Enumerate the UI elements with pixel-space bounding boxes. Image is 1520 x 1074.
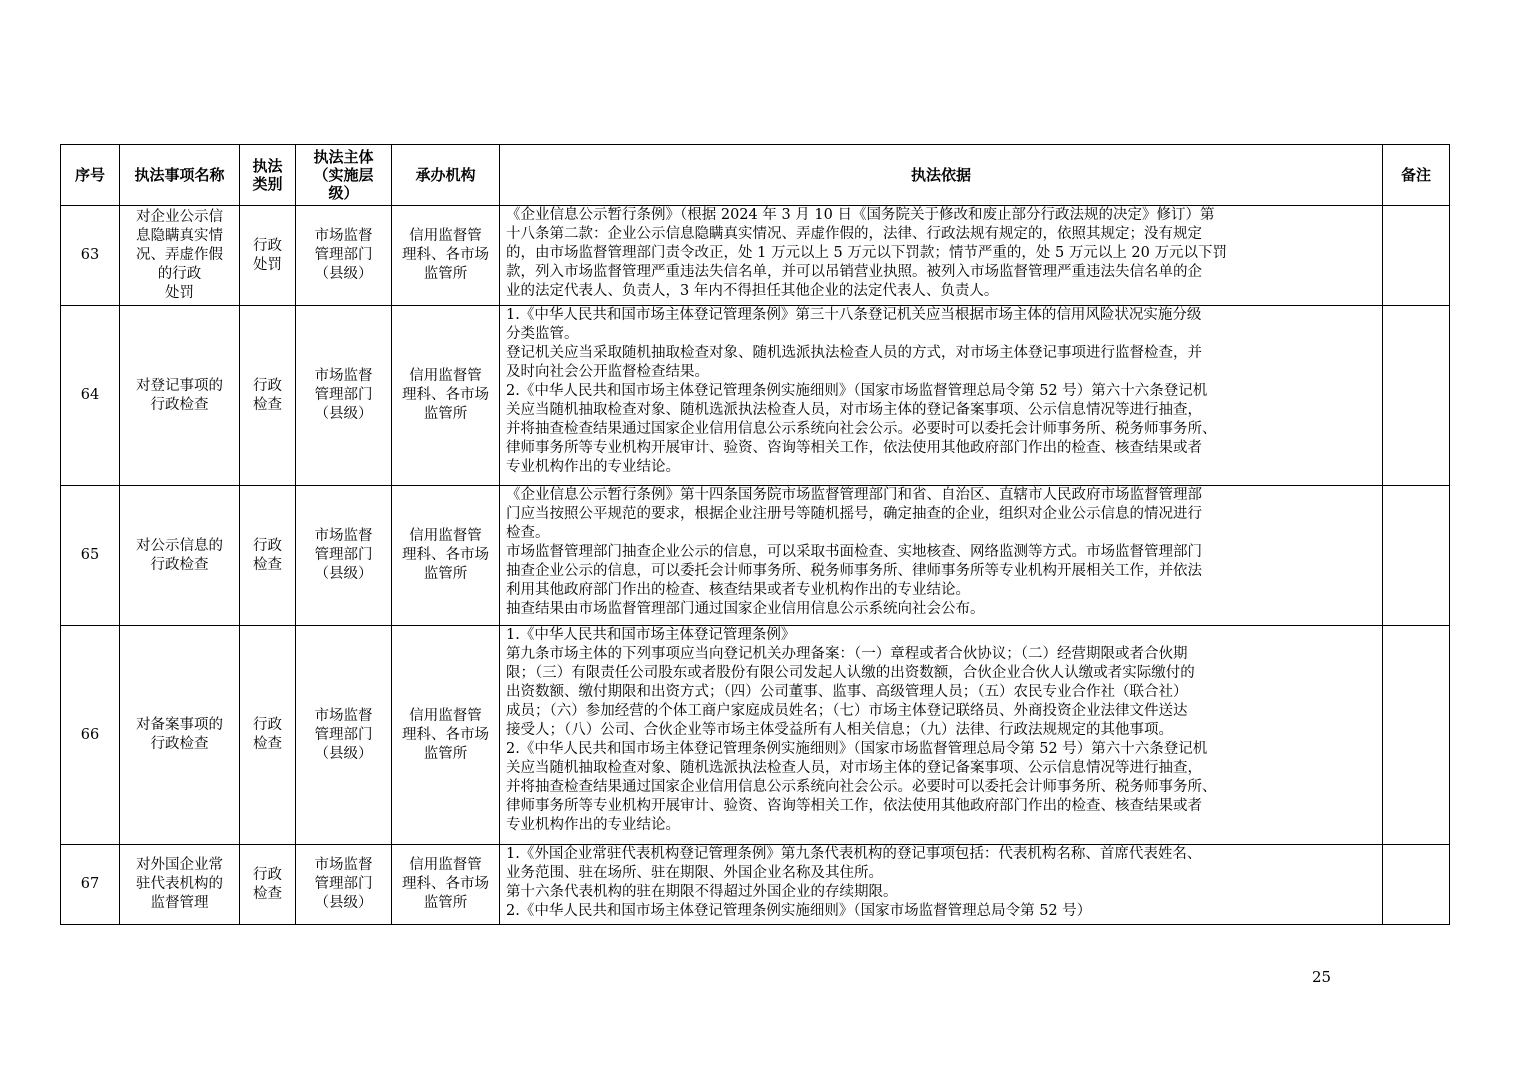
row-type-cell: 行政 检查 bbox=[240, 486, 296, 626]
row-seq-cell: 65 bbox=[61, 486, 120, 626]
row-subject-cell: 市场监督 管理部门 （县级） bbox=[296, 845, 392, 925]
row-item-cell: 对备案事项的 行政检查 bbox=[120, 626, 240, 845]
basis-line: 律师事务所等专业机构开展审计、验资、咨询等相关工作，依法使用其他政府部门作出的检查、核查结果或者 bbox=[506, 440, 1202, 456]
basis-line: 抽查结果由市场监督管理部门通过国家企业信用信息公示系统向社会公布。 bbox=[506, 601, 985, 617]
basis-line: 关应当随机抽取检查对象、随机选派执法检查人员，对市场主体的登记备案事项、公示信息情况等进行抽查， bbox=[506, 760, 1202, 776]
row-subject-cell: 市场监督 管理部门 （县级） bbox=[296, 306, 392, 486]
basis-line: 《企业信息公示暂行条例》（根据 2024 年 3 月 10 日《国务院关于修改和废止部分行政法规的决定》修订）第 bbox=[506, 207, 1215, 223]
basis-line: 第九条市场主体的下列事项应当向登记机关办理备案：（一）章程或者合伙协议；（二）经营期限或者合伙期 bbox=[506, 646, 1188, 662]
basis-line: 及时向社会公开监督检查结果。 bbox=[506, 364, 709, 380]
row-seq-cell: 66 bbox=[61, 626, 120, 845]
enforcement-table bbox=[60, 144, 1450, 925]
basis-line: 款，列入市场监督管理严重违法失信名单，并可以吊销营业执照。被列入市场监督管理严重违法失信名单的企 bbox=[506, 264, 1202, 280]
header-row bbox=[61, 145, 1450, 206]
header-basis: 执法依据 bbox=[500, 145, 1383, 206]
row-remark-cell bbox=[1383, 206, 1450, 306]
basis-line: 第十六条代表机构的驻在期限不得超过外国企业的存续期限。 bbox=[506, 884, 898, 900]
row-type-cell: 行政 检查 bbox=[240, 306, 296, 486]
row-item-cell: 对企业公示信 息隐瞒真实情 况、弄虚作假 的行政 处罚 bbox=[120, 206, 240, 306]
basis-line: 利用其他政府部门作出的检查、核查结果或者专业机构作出的专业结论。 bbox=[506, 582, 970, 598]
row-type-cell: 行政 处罚 bbox=[240, 206, 296, 306]
row-office-cell: 信用监督管 理科、各市场 监管所 bbox=[392, 206, 500, 306]
basis-line: 接受人；（八）公司、合伙企业等市场主体受益所有人相关信息；（九）法律、行政法规规定的其他事项。 bbox=[506, 722, 1173, 738]
row-remark-cell bbox=[1383, 626, 1450, 845]
row-type-cell: 行政 检查 bbox=[240, 845, 296, 925]
table-row bbox=[61, 486, 1450, 626]
row-basis-cell bbox=[500, 845, 1383, 925]
basis-line: 1.《中华人民共和国市场主体登记管理条例》 bbox=[506, 627, 796, 643]
row-item-cell: 对公示信息的 行政检查 bbox=[120, 486, 240, 626]
row-subject-cell: 市场监督 管理部门 （县级） bbox=[296, 486, 392, 626]
basis-line: 律师事务所等专业机构开展审计、验资、咨询等相关工作，依法使用其他政府部门作出的检查、核查结果或者 bbox=[506, 798, 1202, 814]
basis-line: 1.《中华人民共和国市场主体登记管理条例》第三十八条登记机关应当根据市场主体的信用风险状况实施分级 bbox=[506, 307, 1202, 323]
page-number: 25 bbox=[1312, 968, 1332, 986]
row-basis-cell bbox=[500, 306, 1383, 486]
header-seq: 序号 bbox=[61, 145, 120, 206]
table-row bbox=[61, 206, 1450, 306]
basis-line: 《企业信息公示暂行条例》第十四条国务院市场监督管理部门和省、自治区、直辖市人民政府市场监督管理部 bbox=[506, 487, 1202, 503]
basis-line: 的，由市场监督管理部门责令改正，处 1 万元以上 5 万元以下罚款；情节严重的，处 5 万元以上 20 万元以下罚 bbox=[506, 245, 1227, 261]
basis-line: 登记机关应当采取随机抽取检查对象、随机选派执法检查人员的方式，对市场主体登记事项进行监督检查，并 bbox=[506, 345, 1202, 361]
basis-line: 成员；（六）参加经营的个体工商户家庭成员姓名；（七）市场主体登记联络员、外商投资企业法律文件送达 bbox=[506, 703, 1188, 719]
basis-line: 业的法定代表人、负责人，3 年内不得担任其他企业的法定代表人、负责人。 bbox=[506, 283, 999, 299]
basis-line: 2.《中华人民共和国市场主体登记管理条例实施细则》（国家市场监督管理总局令第 52 号）第六十六条登记机 bbox=[506, 741, 1208, 757]
row-subject-cell: 市场监督 管理部门 （县级） bbox=[296, 626, 392, 845]
row-seq-cell: 64 bbox=[61, 306, 120, 486]
header-remark: 备注 bbox=[1383, 145, 1450, 206]
basis-line: 市场监督管理部门抽查企业公示的信息，可以采取书面检查、实地核查、网络监测等方式。市场监督管理部门 bbox=[506, 544, 1202, 560]
row-basis-cell bbox=[500, 206, 1383, 306]
row-item-cell: 对外国企业常 驻代表机构的 监督管理 bbox=[120, 845, 240, 925]
basis-line: 出资数额、缴付期限和出资方式；（四）公司董事、监事、高级管理人员；（五）农民专业合作社（联合社） bbox=[506, 684, 1188, 700]
basis-line: 2.《中华人民共和国市场主体登记管理条例实施细则》（国家市场监督管理总局令第 52 号）第六十六条登记机 bbox=[506, 383, 1208, 399]
row-office-cell: 信用监督管 理科、各市场 监管所 bbox=[392, 306, 500, 486]
basis-line: 专业机构作出的专业结论。 bbox=[506, 459, 680, 475]
basis-line: 分类监管。 bbox=[506, 326, 579, 342]
header-subject: 执法主体 （实施层 级） bbox=[296, 145, 392, 206]
header-office: 承办机构 bbox=[392, 145, 500, 206]
row-seq-cell: 63 bbox=[61, 206, 120, 306]
row-basis-cell bbox=[500, 626, 1383, 845]
row-item-cell: 对登记事项的 行政检查 bbox=[120, 306, 240, 486]
header-item: 执法事项名称 bbox=[120, 145, 240, 206]
table-row bbox=[61, 845, 1450, 925]
basis-line: 2.《中华人民共和国市场主体登记管理条例实施细则》（国家市场监督管理总局令第 52 号） bbox=[506, 903, 1092, 919]
table-row bbox=[61, 626, 1450, 845]
basis-line: 门应当按照公平规范的要求，根据企业注册号等随机摇号，确定抽查的企业，组织对企业公示信息的情况进行 bbox=[506, 506, 1202, 522]
row-subject-cell: 市场监督 管理部门 （县级） bbox=[296, 206, 392, 306]
row-office-cell: 信用监督管 理科、各市场 监管所 bbox=[392, 626, 500, 845]
row-type-cell: 行政 检查 bbox=[240, 626, 296, 845]
table-row bbox=[61, 306, 1450, 486]
basis-line: 专业机构作出的专业结论。 bbox=[506, 817, 680, 833]
basis-line: 并将抽查检查结果通过国家企业信用信息公示系统向社会公示。必要时可以委托会计师事务所、税务师事务所、 bbox=[506, 421, 1217, 437]
basis-line: 抽查企业公示的信息，可以委托会计师事务所、税务师事务所、律师事务所等专业机构开展相关工作，并依法 bbox=[506, 563, 1202, 579]
basis-line: 限；（三）有限责任公司股东或者股份有限公司发起人认缴的出资数额，合伙企业合伙人认缴或者实际缴付的 bbox=[506, 665, 1195, 681]
row-office-cell: 信用监督管 理科、各市场 监管所 bbox=[392, 845, 500, 925]
row-office-cell: 信用监督管 理科、各市场 监管所 bbox=[392, 486, 500, 626]
row-basis-cell bbox=[500, 486, 1383, 626]
row-remark-cell bbox=[1383, 486, 1450, 626]
basis-line: 业务范围、驻在场所、驻在期限、外国企业名称及其住所。 bbox=[506, 865, 883, 881]
basis-line: 十八条第二款：企业公示信息隐瞒真实情况、弄虚作假的，法律、行政法规有规定的，依照其规定；没有规定 bbox=[506, 226, 1202, 242]
row-seq-cell: 67 bbox=[61, 845, 120, 925]
basis-line: 并将抽查检查结果通过国家企业信用信息公示系统向社会公示。必要时可以委托会计师事务所、税务师事务所、 bbox=[506, 779, 1217, 795]
row-remark-cell bbox=[1383, 845, 1450, 925]
basis-line: 1.《外国企业常驻代表机构登记管理条例》第九条代表机构的登记事项包括：代表机构名称、首席代表姓名、 bbox=[506, 846, 1202, 862]
row-remark-cell bbox=[1383, 306, 1450, 486]
basis-line: 关应当随机抽取检查对象、随机选派执法检查人员，对市场主体的登记备案事项、公示信息情况等进行抽查， bbox=[506, 402, 1202, 418]
header-type: 执法 类别 bbox=[240, 145, 296, 206]
basis-line: 检查。 bbox=[506, 525, 550, 541]
